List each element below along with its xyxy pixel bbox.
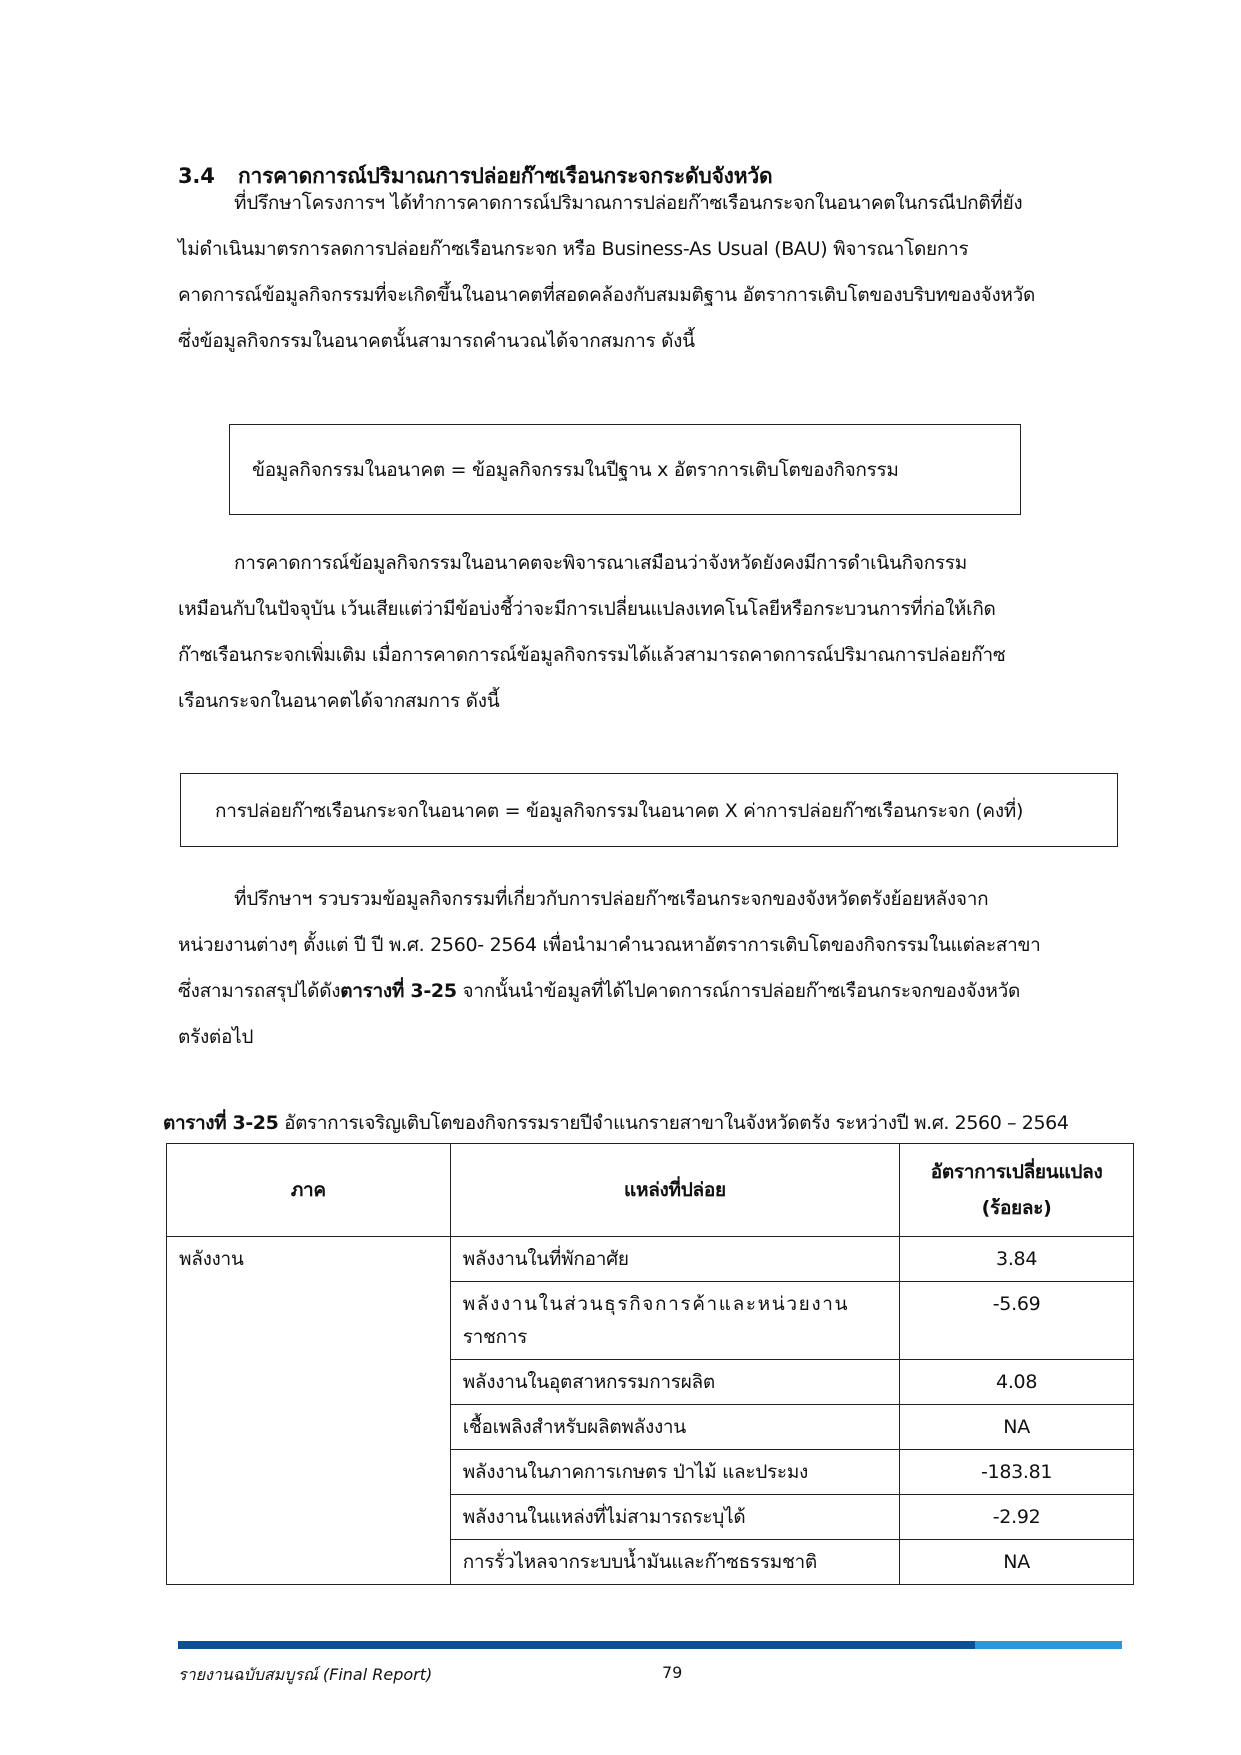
source-cell: พลังงานในภาคการเกษตร ป่าไม้ และประมง: [450, 1450, 900, 1495]
paragraph-line: หน่วยงานต่างๆ ตั้งแต่ ปี ปี พ.ศ. 2560- 2564 เพื่อนำมาคำนวณหาอัตราการเติบโตของกิจกรรมในแต่ละสาขา: [178, 934, 1041, 956]
page-number: 79: [662, 1663, 683, 1682]
paragraph-intro: [178, 180, 1118, 364]
source-cell: เชื้อเพลิงสำหรับผลิตพลังงาน: [450, 1405, 900, 1450]
equation-box-activity: [229, 424, 1021, 515]
paragraph-line: ที่ปรึกษาฯ รวบรวมข้อมูลกิจกรรมที่เกี่ยวกับการปล่อยก๊าซเรือนกระจกของจังหวัดตรังย้อยหลังจาก: [234, 888, 989, 910]
table-caption: [163, 1108, 1069, 1138]
text-segment: จากนั้นนำข้อมูลที่ได้ไปคาดการณ์การปล่อยก๊าซเรือนกระจกของจังหวัด: [456, 980, 1021, 1002]
source-cell: พลังงานในแหล่งที่ไม่สามารถระบุได้: [450, 1495, 900, 1540]
rate-cell: -5.69: [900, 1282, 1134, 1360]
table-header-row: [167, 1144, 1134, 1237]
paragraph-line: ตรังต่อไป: [178, 1026, 254, 1048]
rate-cell: 4.08: [900, 1360, 1134, 1405]
header-rate-unit: (ร้อยละ): [981, 1197, 1052, 1219]
paragraph-line: เรือนกระจกในอนาคตได้จากสมการ ดังนี้: [178, 690, 500, 712]
paragraph-line: [178, 968, 1118, 1014]
equation-emission: การปล่อยก๊าซเรือนกระจกในอนาคต = ข้อมูลกิจกรรมในอนาคต X ค่าการปล่อยก๊าซเรือนกระจก (คงที่): [215, 800, 1024, 822]
equation-activity: ข้อมูลกิจกรรมในอนาคต = ข้อมูลกิจกรรมในปีฐาน x อัตราการเติบโตของกิจกรรม: [252, 459, 899, 481]
footer-report-title: รายงานฉบับสมบูรณ์ (Final Report): [178, 1665, 433, 1684]
section-number: 3.4: [178, 164, 215, 188]
paragraph-line: เหมือนกับในปัจจุบัน เว้นเสียแต่ว่ามีข้อบ่งชี้ว่าจะมีการเปลี่ยนแปลงเทคโนโลยีหรือกระบวนการที่ก่อให้เกิด: [178, 598, 996, 620]
source-text: พลังงานในส่วนธุรกิจการค้าและหน่วยงาน: [462, 1293, 850, 1315]
paragraph-line: ก๊าซเรือนกระจกเพิ่มเติม เมื่อการคาดการณ์ข้อมูลกิจกรรมได้แล้วสามารถคาดการณ์ปริมาณการปล่อยก๊าซ: [178, 644, 1006, 666]
paragraph-line: ที่ปรึกษาโครงการฯ ได้ทำการคาดการณ์ปริมาณการปล่อยก๊าซเรือนกระจกในอนาคตในกรณีปกติที่ยัง: [234, 192, 1023, 214]
table-reference[interactable]: ตารางที่ 3-25: [340, 980, 457, 1002]
rate-cell: -2.92: [900, 1495, 1134, 1540]
table-caption-label: ตารางที่ 3-25: [163, 1112, 279, 1134]
source-cell: พลังงานในที่พักอาศัย: [450, 1237, 900, 1282]
rate-cell: NA: [900, 1540, 1134, 1585]
rate-cell: NA: [900, 1405, 1134, 1450]
section-title: การคาดการณ์ปริมาณการปล่อยก๊าซเรือนกระจกระดับจังหวัด: [238, 164, 773, 188]
table-row: [167, 1237, 1134, 1282]
paragraph-projection: [178, 540, 1118, 724]
header-source: แหล่งที่ปล่อย: [450, 1144, 900, 1237]
paragraph-data-collection: [178, 876, 1118, 1060]
rate-cell: -183.81: [900, 1450, 1134, 1495]
footer-bar-light: [975, 1641, 1122, 1649]
table-caption-text: อัตราการเจริญเติบโตของกิจกรรมรายปีจำแนกรายสาขาในจังหวัดตรัง ระหว่างปี พ.ศ. 2560 – 2564: [278, 1112, 1069, 1134]
rate-cell: 3.84: [900, 1237, 1134, 1282]
source-cell: พลังงานในอุตสาหกรรมการผลิต: [450, 1360, 900, 1405]
paragraph-line: คาดการณ์ข้อมูลกิจกรรมที่จะเกิดขึ้นในอนาคตที่สอดคล้องกับสมมติฐาน อัตราการเติบโตของบริบทของจังหวัด: [178, 284, 1036, 306]
header-rate-line: อัตราการเปลี่ยนแปลง: [930, 1161, 1103, 1183]
paragraph-line: การคาดการณ์ข้อมูลกิจกรรมในอนาคตจะพิจารณาเสมือนว่าจังหวัดยังคงมีการดำเนินกิจกรรม: [234, 552, 967, 574]
paragraph-line: ซึ่งข้อมูลกิจกรรมในอนาคตนั้นสามารถคำนวณได้จากสมการ ดังนี้: [178, 330, 695, 352]
equation-box-emission: [180, 773, 1118, 847]
source-cell: การรั่วไหลจากระบบน้ำมันและก๊าซธรรมชาติ: [450, 1540, 900, 1585]
header-rate: [900, 1144, 1134, 1237]
source-text: ราชการ: [462, 1326, 528, 1348]
header-sector: ภาค: [167, 1144, 451, 1237]
growth-rate-table: [166, 1143, 1134, 1585]
footer-bar-dark: [178, 1641, 975, 1649]
paragraph-line: ไม่ดำเนินมาตรการลดการปล่อยก๊าซเรือนกระจก หรือ Business-As Usual (BAU) พิจารณาโดยการ: [178, 238, 969, 260]
sector-cell: พลังงาน: [167, 1237, 451, 1585]
source-cell: [450, 1282, 900, 1360]
text-segment: ซึ่งสามารถสรุปได้ดัง: [178, 980, 341, 1002]
